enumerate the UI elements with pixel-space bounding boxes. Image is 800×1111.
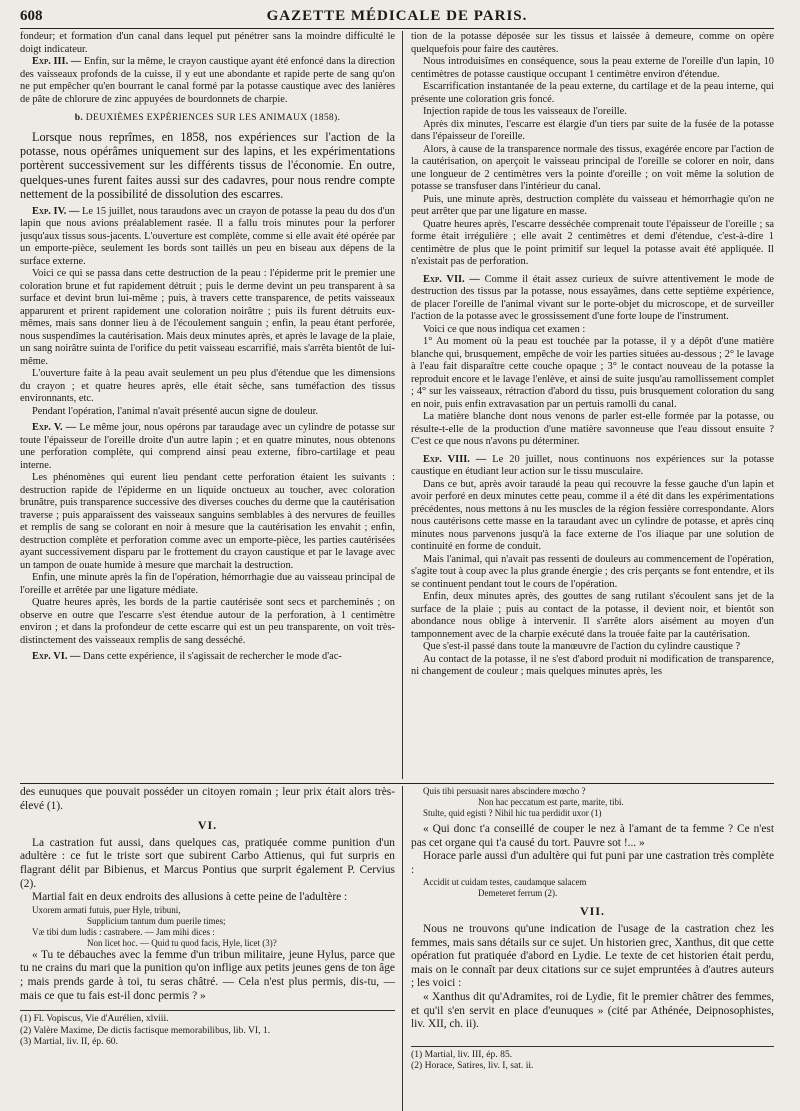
experiment-text: Enfin, sur la même, le crayon caustique ayant été enfoncé dans la direction des vaisseaux profonds de la cuisse, il y eut une abondante et rapide perte de sang qu'on ne put empêcher qu'en bourrant le canal formé par la potasse caustique avec des lanières de pâte de chlorure de zinc appuyées de bourdonnets de charpie. bbox=[20, 56, 395, 105]
experiment-label: Exp. VII. — bbox=[423, 273, 480, 285]
experiment-4 bbox=[20, 206, 395, 269]
section-letter: b. bbox=[74, 112, 84, 123]
footnotes bbox=[411, 1046, 774, 1072]
paragraph: Escarrification instantanée de la peau externe, du cartilage et de la peau interne, qui présente une coloration gris foncé. bbox=[411, 81, 774, 105]
section-number: VI. bbox=[197, 818, 218, 833]
footnote: (1) Fl. Vopiscus, Vie d'Aurélien, xlviii. bbox=[20, 1013, 169, 1025]
experiment-label: Exp. V. — bbox=[32, 422, 77, 434]
paragraph: 1° Au moment où la peau est touchée par la potasse, il y a dépôt d'une matière blanche qui, brusquement, empêche de voir les parties situées au-dessous ; 2° le lavage à l'eau fait disparaître cette couche opaque ; 3° le contact nouveau de la potasse la reproduit encore et le lavage l'enlève, et ainsi de suite jusqu'au ramollissement complet ; 4° sur les vaisseaux, rétraction d'abord du tissu, puis brusquement coloration du sang en noir, puis enfin extravasation par un pertuis ramolli du canal. bbox=[411, 336, 774, 410]
paragraph: Puis, une minute après, destruction complète du vaisseau et hémorrhagie qu'on ne peut arrêter que par une ligature en masse. bbox=[411, 193, 774, 217]
experiment-text: Dans cette expérience, il s'agissait de rechercher le mode d'ac- bbox=[80, 651, 342, 663]
experiment-8 bbox=[411, 454, 774, 479]
latin-verse: Væ tibi dum ludis : castrabere. — Jam mihi dices : bbox=[32, 926, 215, 937]
paragraph: Martial fait en deux endroits des allusions à cette peine de l'adultère : bbox=[32, 891, 348, 904]
latin-verse: Non licet hoc. — Quid tu quod facis, Hyle, licet (3)? bbox=[87, 937, 277, 948]
paragraph: fondeur; et formation d'un canal dans lequel put pénétrer sans la moindre difficulté le doigt indicateur. bbox=[20, 31, 395, 55]
paragraph: « Qui donc t'a conseillé de couper le nez à l'amant de ta femme ? Ce n'est pas cet organe qui t'a causé du tort. Pauvre sot !... » bbox=[411, 823, 774, 849]
footnote: (3) Martial, liv. II, ép. 60. bbox=[20, 1036, 118, 1048]
upper-right-column bbox=[402, 31, 774, 779]
latin-verse: Uxorem armati futuis, puer Hyle, tribuni, bbox=[32, 904, 181, 915]
journal-title: GAZETTE MÉDICALE DE PARIS. bbox=[266, 8, 528, 24]
experiment-3 bbox=[20, 56, 395, 106]
paragraph: Injection rapide de tous les vaisseaux de l'oreille. bbox=[423, 106, 627, 117]
experiment-6 bbox=[20, 651, 395, 664]
footnote: (1) Martial, liv. III, ép. 85. bbox=[411, 1048, 513, 1060]
lower-left-column bbox=[20, 786, 402, 1111]
paragraph: Mais l'animal, qui n'avait pas ressenti de douleurs au commencement de l'opération, s'agite tout à coup avec la plus grande énergie ; des cris perçants se font entendre, et ils se continuent pendant tout le cours de l'opération. bbox=[411, 553, 774, 590]
paragraph: Horace parle aussi d'un adultère qui fut puni par une castration très complète : bbox=[411, 850, 774, 876]
paragraph: Après dix minutes, l'escarre est élargie d'un tiers par suite de la fusée de la potasse dans l'épaisseur de l'oreille. bbox=[411, 118, 774, 142]
paragraph: Enfin, deux minutes après, des gouttes de sang rutilant s'écoulent sans jet de la surface de la plaie ; puis au contact de la potasse, il devient noir, et bientôt son abondance nous oblige à intervenir. Il s'arrête alors aisément au moyen d'un tamponnement avec de la charpie exécuté dans la trouée faite par la cautérisation. bbox=[411, 591, 774, 640]
lower-right-column bbox=[402, 786, 774, 1111]
experiment-7 bbox=[411, 274, 774, 324]
latin-verse: Demeteret ferrum (2). bbox=[478, 888, 558, 899]
paragraph: Nous ne trouvons qu'une indication de l'usage de la castration chez les femmes, mais sans détails sur ce sujet. Un historien grec, Xanthus, dit que cette opération fut pratiquée d'abord en Lydie. Le texte de cet historien était perdu, mais on le connaît par deux citations sur ce sujet empruntées à d'autres auteurs ; les voici : bbox=[411, 922, 774, 990]
footnotes bbox=[20, 1010, 395, 1048]
page-header bbox=[20, 6, 774, 29]
latin-verse: Stulte, quid egisti ? Nihil hic tua perdidit uxor (1) bbox=[423, 808, 602, 818]
footnote: (2) Valère Maxime, De dictis factisque memorabilibus, lib. VI, 1. bbox=[20, 1024, 271, 1036]
latin-verse: Non hac peccatum est parte, marite, tibi. bbox=[478, 797, 624, 807]
experiment-label: Exp. IV. — bbox=[32, 205, 80, 217]
paragraph: des eunuques que pouvait posséder un citoyen romain ; leur prix était alors très-élevé (1). bbox=[20, 786, 395, 812]
upper-columns bbox=[20, 31, 774, 779]
paragraph: Dans ce but, après avoir taraudé la peau qui recouvre la fesse gauche d'un lapin et avoir perforé en deux minutes cette peau, comme il a été dit dans les expérimentations précédentes, nous mettons à nu les muscles de la région fessière correspondante. Alors nous cautérisons cette masse en la taraudant avec un cylindre de potasse, et après cinq minutes nous parvenons jusqu'à la face externe de l'os iliaque par une solution de continuité en forme de conduit. bbox=[411, 478, 774, 552]
experiment-label: Exp. III. — bbox=[32, 56, 82, 67]
paragraph: Pendant l'opération, l'animal n'avait présenté aucun signe de douleur. bbox=[32, 405, 319, 417]
paragraph: Au contact de la potasse, il ne s'est d'abord produit ni modification de transparence, ni changement de couleur ; mais quelques minutes après, les bbox=[411, 653, 774, 677]
paragraph: Voici ce qui se passa dans cette destruction de la peau : l'épiderme prit le premier une coloration brune et fut rapidement détruit ; puis le derme devint un peu transparent à sa surface et devint brun lui-même ; puis, à travers cette transparence, de petits vaisseaux apparurent et prirent rapidement une coloration noirâtre ; puis ils furent détruits eux-mêmes, mais sans donner lieu à de l'écoulement sanguin ; enfin, la peau étant perforée, nous suspendîmes la cautérisation. Mais deux minutes après, et après le lavage de la plaie, un sang noirâtre suinta de l'orifice du petit vaisseau escarrifié, mais s'arrêta bientôt de lui-même. bbox=[20, 268, 395, 367]
paragraph: Quatre heures après, les bords de la partie cautérisée sont secs et parcheminés ; on observe en outre que l'escarre s'est étendue autour de la perforation, à 1 centimètre environ ; et dans la profondeur de cette escarre qui est un peu transparente, on voit très-distinctement des vaisseaux remplis de sang desséché. bbox=[20, 597, 395, 646]
lower-columns bbox=[20, 786, 774, 1111]
paragraph: tion de la potasse déposée sur les tissus et laissée à demeure, comme on opère quelquefois pour faire des cautères. bbox=[411, 31, 774, 55]
paragraph: Enfin, une minute après la fin de l'opération, hémorrhagie due au vaisseau principal de l'oreille et arrêtée par une ligature médiate. bbox=[20, 572, 395, 596]
page-number: 608 bbox=[20, 8, 43, 24]
upper-left-column bbox=[20, 31, 402, 779]
paragraph: Quatre heures après, l'escarre desséchée comprenait toute l'épaisseur de l'oreille ; sa forme était irrégulière ; elle avait 2 centimètres et demi d'étendue, c'est-à-dire 1 centimètre de plus que le point primitif sur lequel la potasse avait été appliquée. Il n'existait pas de perforation. bbox=[411, 218, 774, 267]
experiment-5 bbox=[20, 422, 395, 472]
latin-verse: Supplicium tantum dum puerile times; bbox=[87, 915, 226, 926]
paragraph: La castration fut aussi, dans quelques cas, pratiquée comme punition d'un adultère : ce fut le triste sort que subirent Carbo Attienus, qui fut surpris en flagrant délit par Bibienus, et Marcus Pontius que surprit également P. Cervius (2). bbox=[20, 836, 395, 890]
latin-verse: Quis tibi persuasit nares abscindere mœcho ? bbox=[423, 786, 586, 796]
paragraph: Voici ce que nous indiqua cet examen : bbox=[423, 323, 586, 335]
section-title: DEUXIÈMES EXPÉRIENCES SUR LES ANIMAUX (1858). bbox=[83, 112, 341, 123]
footnote: (2) Horace, Satires, liv. I, sat. ii. bbox=[411, 1060, 534, 1072]
paragraph: L'ouverture faite à la peau avait seulement un peu plus d'étendue que les dimensions du crayon ; et quatre heures après, elle était sèche, sans tuméfaction des tissus environnants, etc. bbox=[20, 368, 395, 405]
paragraph: Les phénomènes qui eurent lieu pendant cette perforation étaient les suivants : destruction rapide de l'épiderme en un liquide onctueux au toucher, avec coloration brunâtre, puis transparence successive des diverses couches du derme que la cautérisation traverse ; puis apparaissent des vaisseaux sanguins semblables à des nervures de feuilles et remplis de sang se colorant en noir à mesure que la cautérisation les envahit ; enfin, destruction complète et perforation comme avec un emporte-pièce, les parties cautérisées ayant successivement disparu par le frottement du crayon caustique et par le lavage avec un tampon de ouate humide à mesure que marchait la destruction. bbox=[20, 472, 395, 571]
section-number: VII. bbox=[579, 904, 605, 919]
intro-paragraph: Lorsque nous reprîmes, en 1858, nos expériences sur l'action de la potasse, nous opérâmes uniquement sur des lapins, et les expérimentations portèrent successivement sur les différents tissus de l'économie. En outre, quelques-unes furent faites aussi sur des cadavres, pour nous rendre compte nettement de la possibilité de dissolution des escarres. bbox=[20, 129, 395, 202]
experiment-text: Comme il était assez curieux de suivre attentivement le mode de destruction des tissus par la potasse, nous essayâmes, dans cette septième expérience, de placer l'oreille de l'animal vivant sur le porte-objet du microscope, et de surveiller l'action de la potasse avec le grossissement d'une forte loupe de l'instrument. bbox=[411, 273, 774, 322]
experiment-text: Le même jour, nous opérons par taraudage avec un cylindre de potasse sur toute l'épaisseur de l'oreille droite d'un autre lapin ; et en quatre minutes, nous obtenons une perforation complète, qui comprend ainsi peau externe, fibro-cartilage et peau interne. bbox=[20, 422, 395, 471]
paragraph: « Xanthus dit qu'Adramites, roi de Lydie, fit le premier châtrer des femmes, et qu'il s'en servit en place d'eunuques » (cité par Athénée, Deipnosophistes, liv. XII, ch. ii). bbox=[411, 990, 774, 1031]
latin-verse: Accidit ut cuidam testes, caudamque salacem bbox=[423, 877, 587, 888]
experiment-label: Exp. VI. — bbox=[32, 651, 81, 663]
paragraph: « Tu te débauches avec la femme d'un tribun militaire, jeune Hylus, parce que tu ne crains du mari que la punition qu'on inflige aux petits jeunes gens de ton âge ; mais prends garde à toi, tu seras châtré. — Cela n'est plus permis, dis-tu, — mais ce que tu fais est-il donc permis ? » bbox=[20, 948, 395, 1002]
experiment-text: Le 15 juillet, nous taraudons avec un crayon de potasse la peau du dos d'un lapin que nous avions préalablement rasée. Il a fallu trois minutes pour la perforer jusqu'aux tissus sous-jacents. L'ouverture est complète, comme si elle avait été opérée par un emporte-pièce, seulement les bords sont taillés un peu en biseau aux dépens de la surface externe. bbox=[20, 205, 396, 267]
paragraph: Que s'est-il passé dans toute la manœuvre de l'action du cylindre caustique ? bbox=[423, 641, 741, 652]
paragraph: Nous introduisîmes en conséquence, sous la peau externe de l'oreille d'un lapin, 10 centimètres de potasse caustique occupant 1 centimètre environ d'étendue. bbox=[411, 56, 774, 80]
paragraph: La matière blanche dont nous venons de parler est-elle formée par la potasse, ou résulte-t-elle de la production d'une matière savonneuse que l'eau dissout ensuite ? C'est ce que nous n'avons pu déterminer. bbox=[411, 411, 774, 447]
paragraph: Alors, à cause de la transparence normale des tissus, exagérée encore par l'action de la cautérisation, on aperçoit le vaisseau principal de l'oreille se colorer en noir, dans une longueur de 2 centimètres vers la pointe d'oreille ; on voit même la solution de potasse se transfuser dans l'intérieur du canal. bbox=[411, 143, 774, 192]
experiment-label: Exp. VIII. — bbox=[423, 453, 487, 465]
section-divider bbox=[20, 783, 774, 784]
experiment-text: Le 20 juillet, nous continuons nos expériences sur la potasse caustique en étudiant leur action sur le tissu musculaire. bbox=[411, 453, 774, 477]
section-heading bbox=[20, 112, 395, 125]
